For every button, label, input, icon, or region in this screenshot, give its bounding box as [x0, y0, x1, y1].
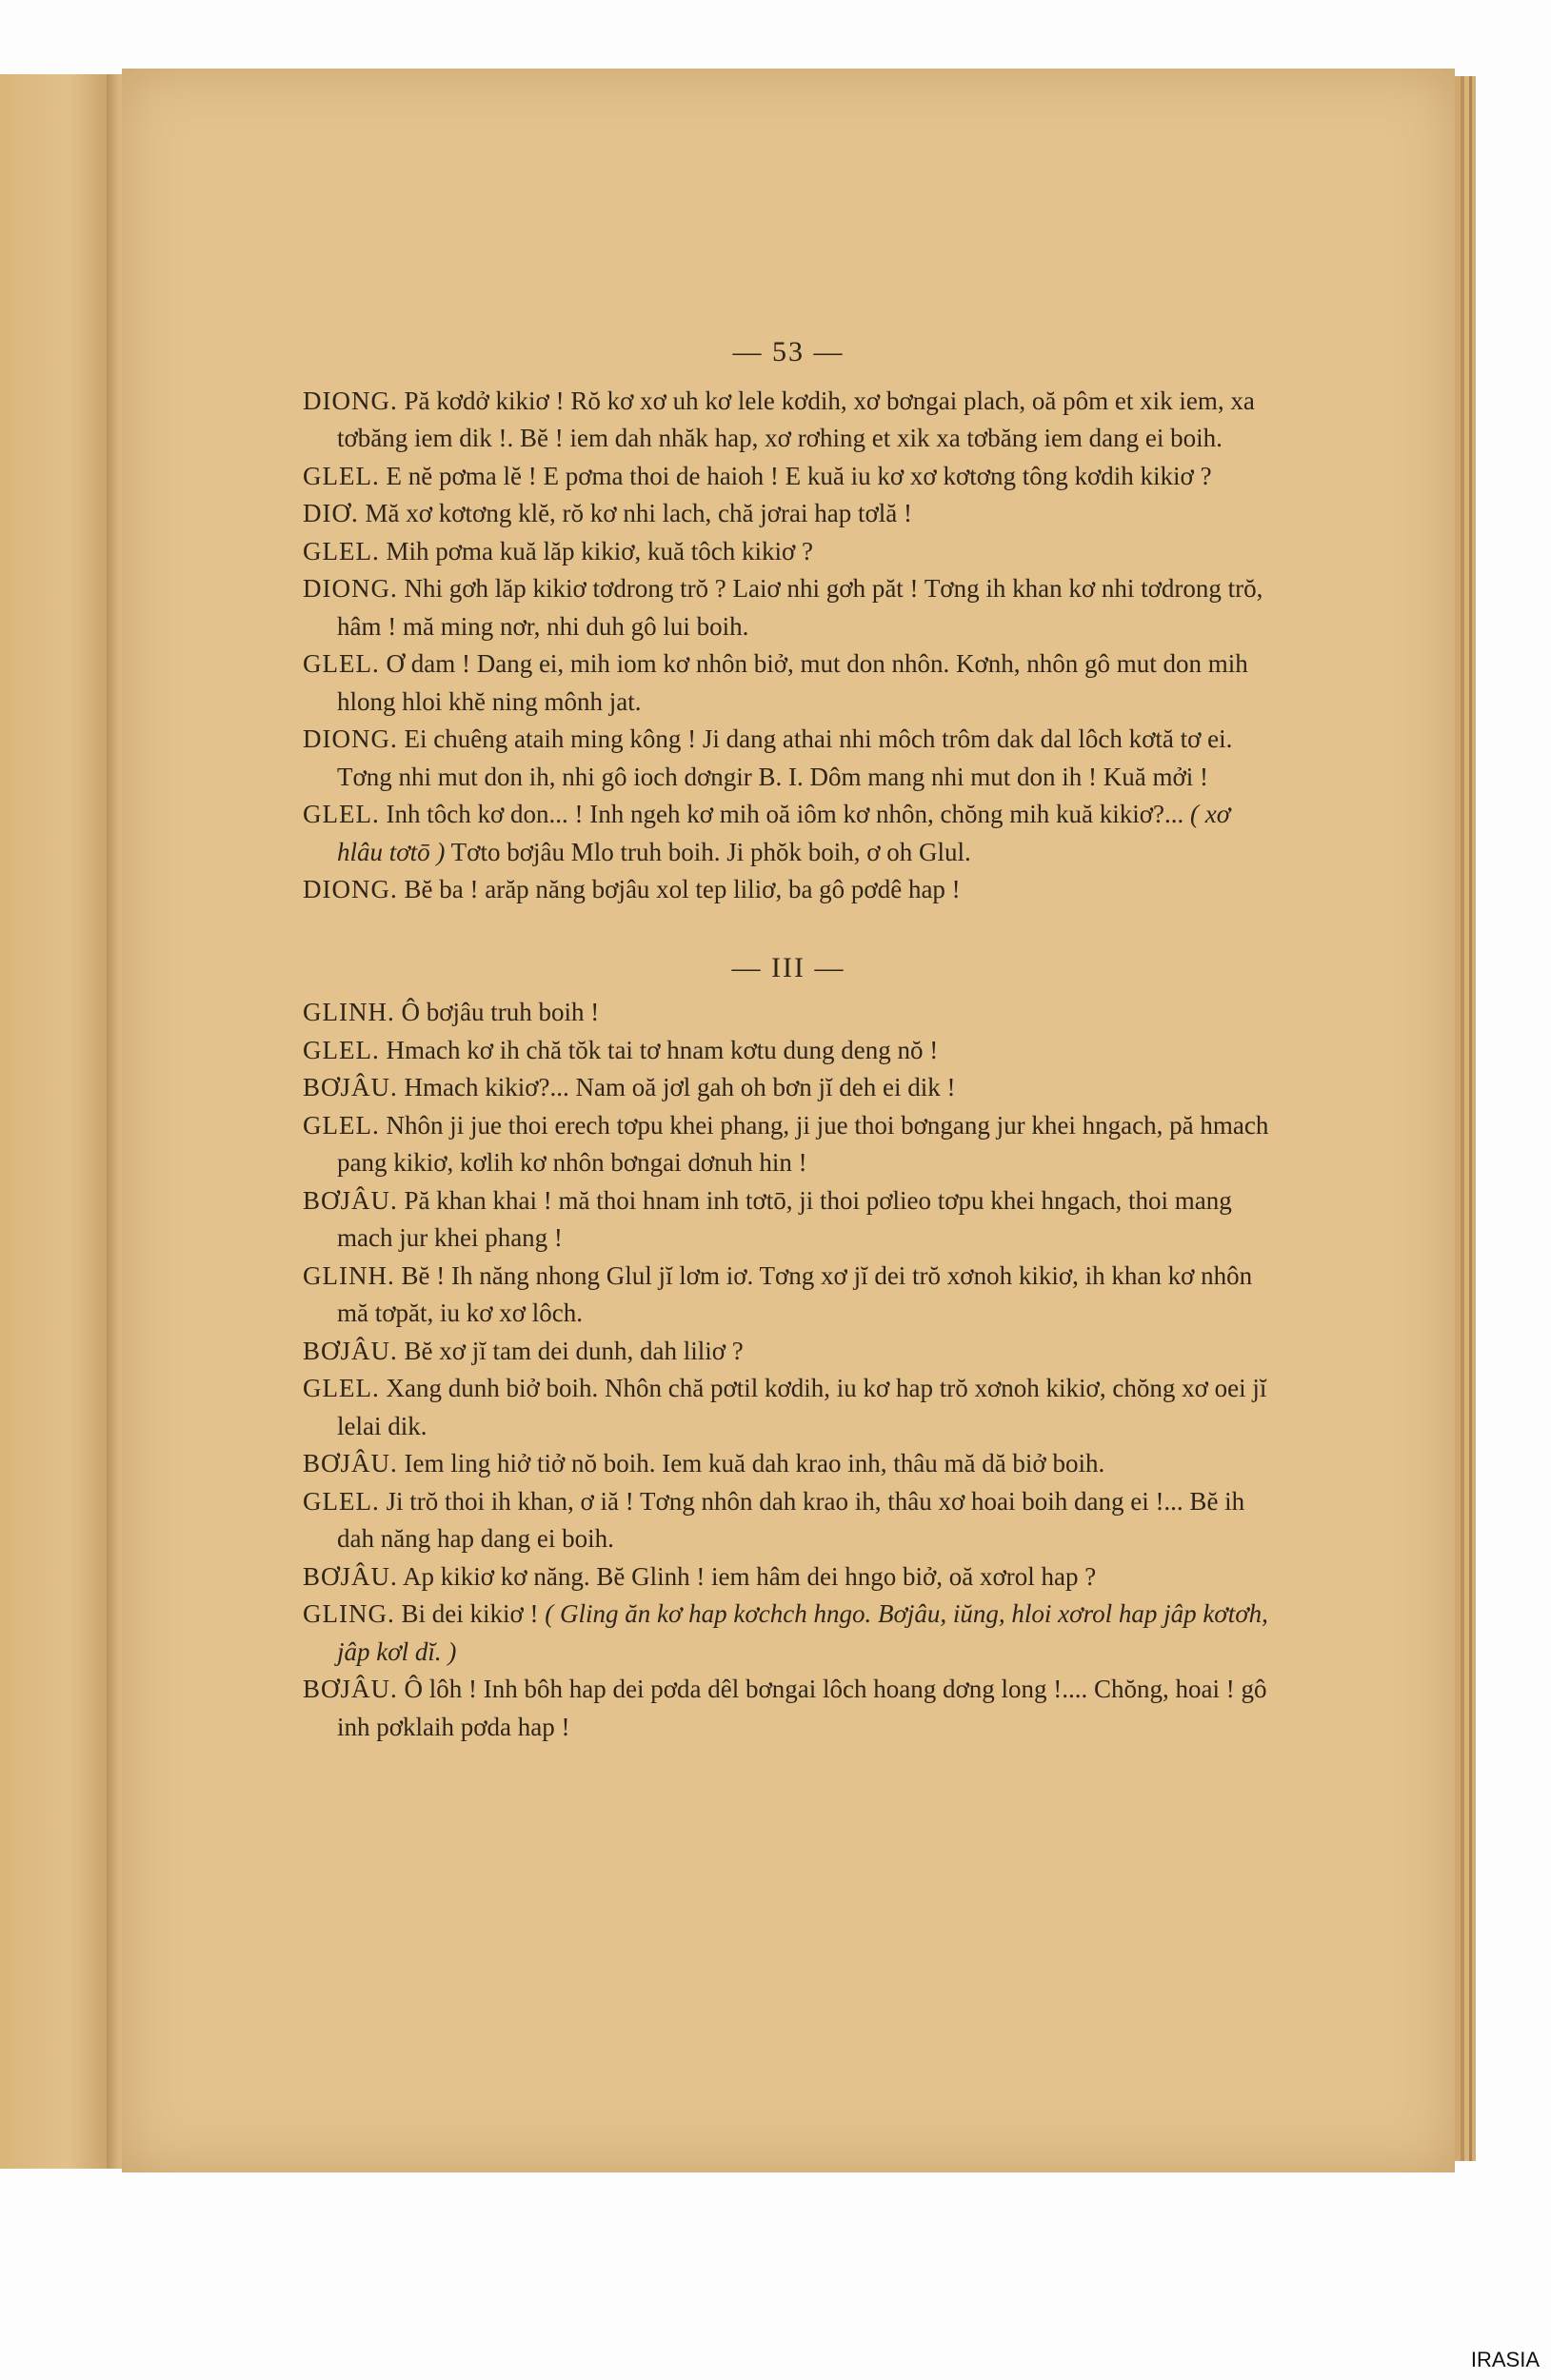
dialogue-line: [303, 533, 1274, 571]
dialogue-line: [303, 1671, 1274, 1746]
speaker-name: BƠJÂU.: [303, 1073, 398, 1101]
dialogue-line: [303, 495, 1274, 533]
speech-text: Ap kikiơ kơ năng. Bĕ Glinh ! iem hâm dei hngo biở, oă xơrol hap ?: [403, 1561, 1097, 1591]
speaker-name: DIONG.: [303, 574, 398, 603]
dialogue-part-2: [303, 994, 1274, 1746]
speech-text: Bi dei kikiơ !: [401, 1599, 539, 1628]
speaker-name: BƠJÂU.: [303, 1449, 398, 1478]
dialogue-line: [303, 1370, 1274, 1445]
speech-text: Mih pơma kuă lăp kikiơ, kuă tôch kikiơ ?: [386, 536, 813, 565]
dialogue-line: [303, 1333, 1274, 1371]
speaker-name: DIƠ.: [303, 499, 359, 527]
speaker-name: GLEL.: [303, 1374, 380, 1402]
dialogue-line: [303, 1107, 1274, 1182]
dialogue-line: [303, 570, 1274, 645]
speech-text: Pă khan khai ! mă thoi hnam inh tơtō, ji thoi pơlieo tơpu khei hngach, thoi mang mach jur khei phang !: [337, 1185, 1232, 1252]
speech-text: Ơ dam ! Dang ei, mih iom kơ nhôn biở, mut don nhôn. Kơnh, nhôn gô mut don mih hlong hloi khĕ ning mônh jat.: [337, 649, 1248, 716]
speech-text: Bĕ ba ! arăp năng bơjâu xol tep liliơ, ba gô pơdê hap !: [404, 875, 961, 903]
dialogue-line: [303, 796, 1274, 871]
speaker-name: GLEL.: [303, 536, 380, 565]
speaker-name: GLINH.: [303, 998, 395, 1026]
speech-text: Ji trŏ thoi ih khan, ơ iă ! Tơng nhôn dah krao ih, thâu xơ hoai boih dang ei !... Bĕ ih dah năng hap dang ei boih.: [337, 1486, 1245, 1553]
speech-text: Tơto bơjâu Mlo truh boih. Ji phŏk boih, ơ oh Glul.: [450, 837, 971, 866]
speaker-name: GLEL.: [303, 461, 380, 490]
speaker-name: BƠJÂU.: [303, 1336, 398, 1365]
dialogue-line: [303, 1483, 1274, 1558]
dialogue-line: [303, 1596, 1274, 1671]
speaker-name: GLING.: [303, 1599, 395, 1628]
speech-text: Bĕ xơ jĭ tam dei dunh, dah liliơ ?: [404, 1336, 744, 1365]
dialogue-line: [303, 1258, 1274, 1333]
speaker-name: GLEL.: [303, 800, 380, 828]
dialogue-line: [303, 383, 1274, 458]
speech-text: Hmach kikiơ?... Nam oă jơl gah oh bơn jĭ deh ei dik !: [404, 1073, 956, 1101]
left-page-edge: [0, 74, 112, 2169]
speech-text: Mă xơ kơtơng klĕ, rŏ kơ nhi lach, chă jơrai hap tơlă !: [365, 499, 913, 527]
page-edge: [1472, 76, 1476, 2161]
speaker-name: DIONG.: [303, 386, 398, 415]
speaker-name: BƠJÂU.: [303, 1561, 398, 1591]
speech-text: Inh tôch kơ don... ! Inh ngeh kơ mih oă iôm kơ nhôn, chŏng mih kuă kikiơ?...: [386, 800, 1184, 828]
speaker-name: BƠJÂU.: [303, 1185, 398, 1215]
dialogue-part-1: [303, 383, 1274, 909]
dialogue-line: [303, 994, 1274, 1032]
speech-text: Bĕ ! Ih năng nhong Glul jĭ lơm iơ. Tơng xơ jĭ dei trŏ xơnoh kikiơ, ih khan kơ nhôn mă tơpăt, iu kơ xơ lôch.: [337, 1260, 1253, 1327]
dialogue-line: [303, 1182, 1274, 1258]
speaker-name: GLEL.: [303, 1110, 380, 1140]
dialogue-line: [303, 1069, 1274, 1107]
speech-text: E nĕ pơma lĕ ! E pơma thoi de haioh ! E kuă iu kơ xơ kơtơng tông kơdih kikiơ ?: [386, 461, 1212, 490]
dialogue-line: [303, 1032, 1274, 1070]
speech-text: Ô lôh ! Inh bôh hap dei pơda dêl bơngai lôch hoang dơng long !.... Chŏng, hoai ! gô inh pơklaih pơda hap !: [337, 1675, 1267, 1741]
page-text: [303, 333, 1274, 1746]
speech-text: Nhôn ji jue thoi erech tơpu khei phang, ji jue thoi bơngang jur khei hngach, pă hmach pang kikiơ, kơlih kơ nhôn bơngai dơnuh hin !: [337, 1110, 1269, 1177]
speech-text: Iem ling hiở tiở nŏ boih. Iem kuă dah krao inh, thâu mă dă biở boih.: [404, 1449, 1105, 1478]
speech-text: Xang dunh biở boih. Nhôn chă pơtil kơdih, iu kơ hap trŏ xơnoh kikiơ, chŏng xơ oei jĭ lelai dik.: [337, 1374, 1267, 1440]
dialogue-line: [303, 721, 1274, 796]
speech-text: Hmach kơ ih chă tŏk tai tơ hnam kơtu dung deng nŏ !: [386, 1035, 939, 1064]
stage-direction: ( xơ hlâu tơtō ): [337, 800, 1231, 866]
dialogue-line: [303, 645, 1274, 721]
speech-text: Ei chuêng ataih ming kông ! Ji dang athai nhi môch trôm dak dal lôch kơtă tơ ei. Tơng nhi mut don ih, nhi gô ioch dơngir B. I. Dôm mang nhi mut don ih ! Kuă mởi !: [337, 724, 1233, 791]
dialogue-line: [303, 1558, 1274, 1597]
section-heading: — III —: [731, 951, 845, 983]
speaker-name: DIONG.: [303, 875, 398, 903]
speaker-name: DIONG.: [303, 724, 398, 753]
dialogue-line: [303, 458, 1274, 496]
speech-text: Nhi gơh lăp kikiơ tơdrong trŏ ? Laiơ nhi gơh păt ! Tơng ih khan kơ nhi tơdrong trŏ, hâm ! mă ming nơr, nhi duh gô lui boih.: [337, 574, 1263, 641]
speaker-name: GLINH.: [303, 1260, 395, 1290]
speaker-name: GLEL.: [303, 1486, 380, 1516]
page-number: — 53 —: [732, 336, 845, 367]
speaker-name: GLEL.: [303, 1035, 380, 1064]
dialogue-line: [303, 871, 1274, 909]
watermark: IRASIA: [1470, 2348, 1540, 2371]
speech-text: Ô bơjâu truh boih !: [401, 998, 600, 1026]
speech-text: Pă kơdở kikiơ ! Rŏ kơ xơ uh kơ lele kơdih, xơ bơngai plach, oă pôm et xik iem, xa tơbăng iem dik !. Bĕ ! iem dah nhăk hap, xơ rơhing et xik xa tơbăng iem dang ei boih.: [337, 386, 1255, 452]
speaker-name: BƠJÂU.: [303, 1675, 398, 1703]
stage-direction: ( Gling ăn kơ hap kơchch hngo. Bơjâu, iŭng, hloi xơrol hap jâp kơtơh, jâp kơl dĭ. ): [337, 1599, 1268, 1666]
speaker-name: GLEL.: [303, 649, 380, 678]
dialogue-line: [303, 1445, 1274, 1483]
